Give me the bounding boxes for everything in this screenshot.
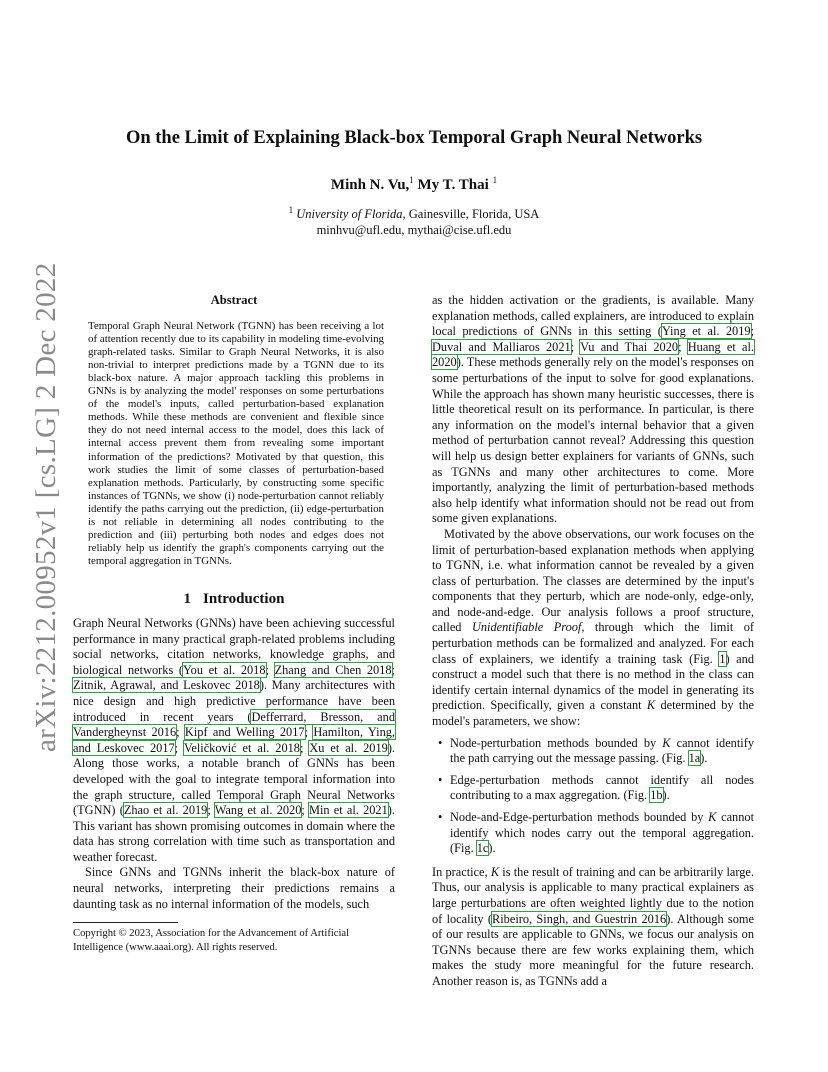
author-line xyxy=(0,175,828,194)
location: , Gainesville, Florida, USA xyxy=(402,207,540,222)
footnote-text: Copyright © 2023, Association for the Advancement of Artificial Intelligence (www.aaai.org). All rights reserved. xyxy=(73,928,350,953)
paper-title: On the Limit of Explaining Black-box Temporal Graph Neural Networks xyxy=(125,128,703,148)
left-column xyxy=(73,293,395,912)
citation-link[interactable]: Zhao et al. 2019 xyxy=(123,803,208,818)
citation-link[interactable]: Defferrard, Bresson, and Vandergheynst 2016 xyxy=(73,709,395,740)
section-title: Introduction xyxy=(203,591,285,608)
section-number: 1 xyxy=(183,591,192,608)
author-name: My T. Thai xyxy=(417,177,489,193)
author-affil-mark: 1 xyxy=(409,175,414,185)
abstract-text: Temporal Graph Neural Network (TGNN) has been receiving a lot of attention recently due to its capability in modeling time-evolving graph-related tasks. Similar to Graph Neural Networks, it is also non-trivial to interpret predictions made by a TGNN due to its black-box nature. A major approach tackling this problems in GNNs is by analyzing the model' responses on some perturbations of the model's inputs, called perturbation-based explanation methods. While these methods are convenient and flexible since they do not need internal access to the model, does this lack of internal access prevent them from revealing some important information of the predictions? Motivated by that question, this work studies the limit of some classes of perturbation-based explanation methods. Particularly, by constructing some specific instances of TGNNs, we show (i) node-perturbation cannot reliably identify the paths carrying out the prediction, (ii) edge-perturbation is not reliable in determining all nodes contributing to the prediction and (iii) perturbing both nodes and edges does not reliably help us identify the graph's components carrying out the temporal aggregation in TGNNs. xyxy=(88,319,384,568)
author-affil-mark: 1 xyxy=(492,175,498,185)
paragraph: Motivated by the above observations, our work focuses on the limit of perturbation-based explanation methods when applying to TGNN, i.e. what information cannot be revealed by a given class of perturbation. The classes are determined by the input's components that they perturb, which are node-only, edge-only, and node-and-edge. Our analysis follows a proof structure, called Unidentifiable Proof, through which the limit of perturbation methods can be formalized and analyzed. For each class of explainers, we identify a training task (Fig. 1) and construct a model such that there is no method in the class can identify certain internal dynamics of the model in generating its prediction. Specifically, given a constant K determined by the model's parameters, we show: xyxy=(432,526,755,729)
citation-link[interactable]: You et al. 2018 xyxy=(183,662,266,677)
citation-link[interactable]: Duval and Malliaros 2021 xyxy=(432,339,571,354)
arxiv-stamp xyxy=(10,262,62,752)
emphasis: Unidentifiable Proof xyxy=(471,620,582,635)
copyright-footnote xyxy=(73,922,395,954)
math-k: K xyxy=(646,698,656,713)
paragraph: as the hidden activation or the gradients, is available. Many explanation methods, called explainers, are introduced to explain local predictions of GNNs in this setting (Ying et al. 2019; Duval and Malliaros 2021; Vu and Thai 2020; Huang et al. 2020). These methods generally rely on the model's responses on some perturbations of the input to solve for good explanations. While the approach has shown many heuristic successes, there is little theoretical result on its performance. In particular, is there any information on the model's internal behavior that a given method of perturbation cannot reveal? Addressing this question will help us design better explainers for variants of GNNs, such as TGNNs and many other architectures to come. More importantly, analyzing the limit of perturbation-based methods also help identify what information should not be read out from some given explanations. xyxy=(432,293,755,526)
paragraph: Graph Neural Networks (GNNs) have been achieving successful performance in many practical graph-related problems including social networks, citation networks, knowledge graphs, and biological networks (You et al. 2018; Zhang and Chen 2018; Zitnik, Agrawal, and Leskovec 2018). Many architectures with nice design and high predictive performance have been introduced in recent years (Defferrard, Bresson, and Vandergheynst 2016; Kipf and Welling 2017; Hamilton, Ying, and Leskovec 2017; Veličković et al. 2018; Xu et al. 2019). Along those works, a notable branch of GNNs has been developed with the goal to integrate temporal information into the graph structure, called Temporal Graph Neural Networks (TGNN) (Zhao et al. 2019; Wang et al. 2020; Min et al. 2021). This variant has shown promising outcomes in domain where the data has strong correlation with time such as transportation and weather forecast. xyxy=(73,615,396,864)
citation-link[interactable]: Wang et al. 2020 xyxy=(214,803,302,818)
figure-link[interactable]: 1c xyxy=(476,841,489,856)
citation-link[interactable]: Ribeiro, Singh, and Guestrin 2016 xyxy=(492,911,667,926)
citation-link[interactable]: Vu and Thai 2020 xyxy=(580,339,679,354)
figure-link[interactable]: 1a xyxy=(688,751,701,766)
figure-link[interactable]: 1b xyxy=(650,788,663,803)
paragraph: In practice, K is the result of training and can be arbitrarily large. Thus, our analysis is applicable to many practical explainers as large perturbations are often weighted lightly due to the notion of locality (Ribeiro, Singh, and Guestrin 2016). Although some of our results are applicable to GNNs, we focus our analysis on TGNNs because there are few works explaining them, which makes the study more meaningful for the future research. Another reason is, as TGNNs add a xyxy=(432,864,754,988)
citation-link[interactable]: Xu et al. 2019 xyxy=(309,740,388,755)
footnote-rule xyxy=(73,922,178,923)
abstract-heading: Abstract xyxy=(210,293,258,307)
citation-link[interactable]: Kipf and Welling 2017 xyxy=(184,725,305,740)
citation-link[interactable]: Huang et al. 2020 xyxy=(432,339,755,370)
figure-link[interactable]: 1 xyxy=(719,651,726,666)
citation-link[interactable]: Zhang and Chen 2018 xyxy=(274,662,392,677)
affil-mark: 1 xyxy=(288,205,294,215)
result-list xyxy=(432,736,754,857)
right-column xyxy=(432,293,754,990)
university: University of Florida xyxy=(296,207,403,222)
citation-link[interactable]: Zitnik, Agrawal, and Leskovec 2018 xyxy=(73,678,260,693)
emails: minhvu@ufl.edu, mythai@cise.ufl.edu xyxy=(316,223,512,238)
citation-link[interactable]: Veličković et al. 2018 xyxy=(183,740,300,755)
citation-link[interactable]: Ying et al. 2019 xyxy=(661,324,751,339)
arxiv-stamp-text: arXiv:2212.00952v1 [cs.LG] 2 Dec 2022 xyxy=(30,262,62,752)
citation-link[interactable]: Min et al. 2021 xyxy=(309,803,388,818)
list-item: • Edge-perturbation methods cannot identify all nodes contributing to a max aggregation. (Fig. 1b). xyxy=(450,773,754,804)
affiliation xyxy=(0,202,828,238)
list-item: • Node-and-Edge-perturbation methods bounded by K cannot identify which nodes carry out the temporal aggregation. (Fig. 1c). xyxy=(450,810,754,857)
list-item: • Node-perturbation methods bounded by K cannot identify the path carrying out the message passing. (Fig. 1a). xyxy=(450,736,754,767)
citation-link[interactable]: Hamilton, Ying, and Leskovec 2017 xyxy=(73,725,396,755)
paragraph: Since GNNs and TGNNs inherit the black-box nature of neural networks, interpreting their predictions remains a daunting task as no internal information of the models, such xyxy=(73,865,395,911)
section-heading xyxy=(73,592,395,608)
author-name: Minh N. Vu, xyxy=(330,177,410,193)
